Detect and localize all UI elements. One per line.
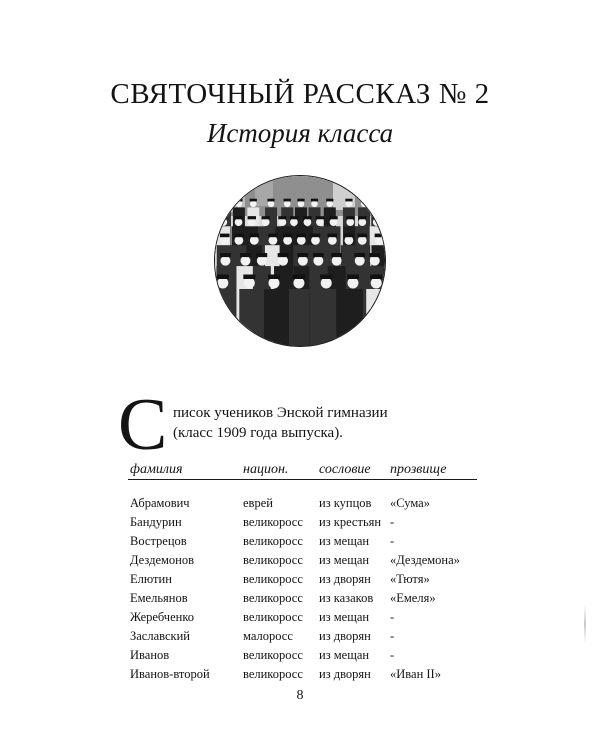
table-row (0, 627, 600, 645)
surname-cell: Вострецов (130, 534, 187, 548)
nickname-cell: - (390, 629, 395, 643)
nickname-cell: «Иван II» (390, 667, 441, 681)
estate-cell: из дворян (319, 667, 371, 681)
nationality-cell: великоросс (243, 648, 303, 662)
surname-cell: Дездемонов (130, 553, 195, 567)
table-row (0, 608, 600, 626)
nickname-cell: «Дездемона» (390, 553, 460, 567)
table-row (0, 665, 600, 683)
chapter-subtitle: История класса (206, 118, 394, 148)
nickname-cell: - (390, 648, 395, 662)
nickname-cell: - (390, 515, 395, 529)
nationality-cell: еврей (243, 496, 273, 510)
nickname-cell: «Тютя» (390, 572, 430, 586)
estate-cell: из казаков (319, 591, 374, 605)
table-row (0, 589, 600, 607)
nationality-cell: великоросс (243, 515, 303, 529)
estate-cell: из дворян (319, 572, 371, 586)
nickname-cell: «Сума» (390, 496, 430, 510)
estate-cell: из мещан (319, 553, 370, 567)
nationality-cell: великоросс (243, 610, 303, 624)
surname-cell: Емельянов (130, 591, 188, 605)
surname-cell: Заславский (130, 629, 190, 643)
nationality-cell: великоросс (243, 534, 303, 548)
nationality-cell: великоросс (243, 591, 303, 605)
surname-cell: Бандурин (130, 515, 182, 529)
nickname-cell: - (390, 534, 395, 548)
surname-cell: Абрамович (130, 496, 190, 510)
header-surname: фамилия (130, 462, 183, 477)
table-row (0, 532, 600, 550)
table-row (0, 494, 600, 512)
page-number: 8 (296, 688, 304, 703)
table-row (0, 570, 600, 588)
nationality-cell: малоросс (243, 629, 293, 643)
header-nationality: национ. (243, 462, 289, 477)
header-nickname: прозвище (390, 462, 447, 477)
table-row (0, 646, 600, 664)
table-row (0, 513, 600, 531)
nickname-cell: - (390, 610, 395, 624)
estate-cell: из мещан (319, 534, 370, 548)
table-header-rule (128, 479, 477, 480)
intro-line-2: (класс 1909 года выпуска). (173, 425, 343, 441)
header-estate: сословие (319, 462, 371, 477)
surname-cell: Жеребченко (130, 610, 195, 624)
estate-cell: из купцов (319, 496, 372, 510)
scan-edge-mark (584, 605, 586, 643)
chapter-title: СВЯТОЧНЫЙ РАССКАЗ № 2 (110, 78, 490, 110)
estate-cell: из дворян (319, 629, 371, 643)
estate-cell: из мещан (319, 648, 370, 662)
class-group-photo-icon (214, 175, 386, 347)
estate-cell: из мещан (319, 610, 370, 624)
nickname-cell: «Емеля» (390, 591, 436, 605)
table-row (0, 551, 600, 569)
nationality-cell: великоросс (243, 572, 303, 586)
nationality-cell: великоросс (243, 553, 303, 567)
surname-cell: Иванов (130, 648, 170, 662)
nationality-cell: великоросс (243, 667, 303, 681)
surname-cell: Елютин (130, 572, 172, 586)
intro-line-1: писок учеников Энской гимназии (173, 405, 388, 421)
estate-cell: из крестьян (319, 515, 382, 529)
drop-cap: С (118, 384, 168, 466)
surname-cell: Иванов-второй (130, 667, 210, 681)
